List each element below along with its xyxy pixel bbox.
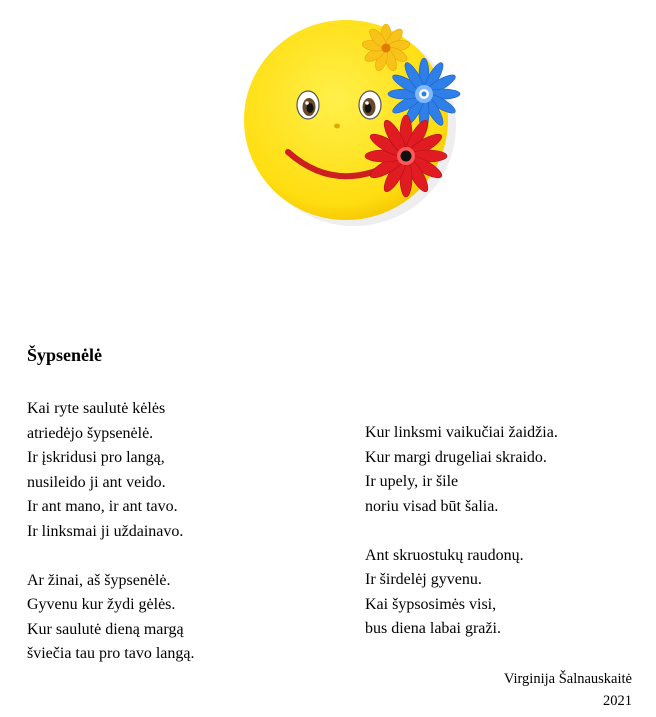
poem-line: bus diena labai graži. — [365, 620, 501, 637]
poem-line: Kai ryte saulutė kėlės — [27, 400, 166, 417]
poem-line: Gyvenu kur žydi gėlės. — [27, 596, 176, 613]
right-eye — [359, 91, 381, 119]
poem-line: Ant skruostukų raudonų. — [365, 546, 524, 564]
left-eye — [297, 91, 319, 119]
author-signature — [504, 668, 632, 712]
poem-line: Kai šypsosimės visi, — [365, 595, 497, 613]
poem-line: Ir širdelėj gyvenu. — [365, 571, 482, 588]
stanza-3 — [365, 421, 558, 519]
poem-line: Ir ant mano, ir ant tavo. — [27, 498, 178, 515]
stanza-2 — [27, 569, 195, 667]
poem-line: Kur linksmi vaikučiai žaidžia. — [365, 424, 558, 441]
author-year: 2021 — [603, 693, 632, 709]
poem-line: nusileido ji ant veido. — [27, 473, 166, 491]
author-name: Virginija Šalnauskaitė — [503, 671, 632, 687]
nose — [334, 124, 340, 129]
poem-line: Ir įskridusi pro langą, — [27, 449, 165, 466]
poem-line: Kur margi drugeliai skraido. — [365, 448, 547, 466]
sun-face — [244, 20, 448, 220]
poem-right-column — [365, 421, 558, 666]
poem-line: šviečia tau pro tavo langą. — [27, 645, 195, 662]
poem-line: Kur saulutė dieną margą — [27, 620, 184, 638]
poem-line: atriedėjo šypsenėlė. — [27, 424, 154, 442]
poem-line: noriu visad būt šalia. — [365, 497, 499, 515]
poem-line: Ir linksmai ji uždainavo. — [27, 522, 184, 540]
stanza-4 — [365, 544, 558, 642]
smiley-sun-illustration — [238, 14, 468, 230]
stanza-1 — [27, 397, 195, 544]
poem-line: Ar žinai, aš šypsenėlė. — [27, 571, 171, 589]
poem-line: Ir upely, ir šile — [365, 473, 459, 490]
poem-title: Šypsenėlė — [27, 345, 103, 365]
poem-left-column — [27, 397, 195, 691]
